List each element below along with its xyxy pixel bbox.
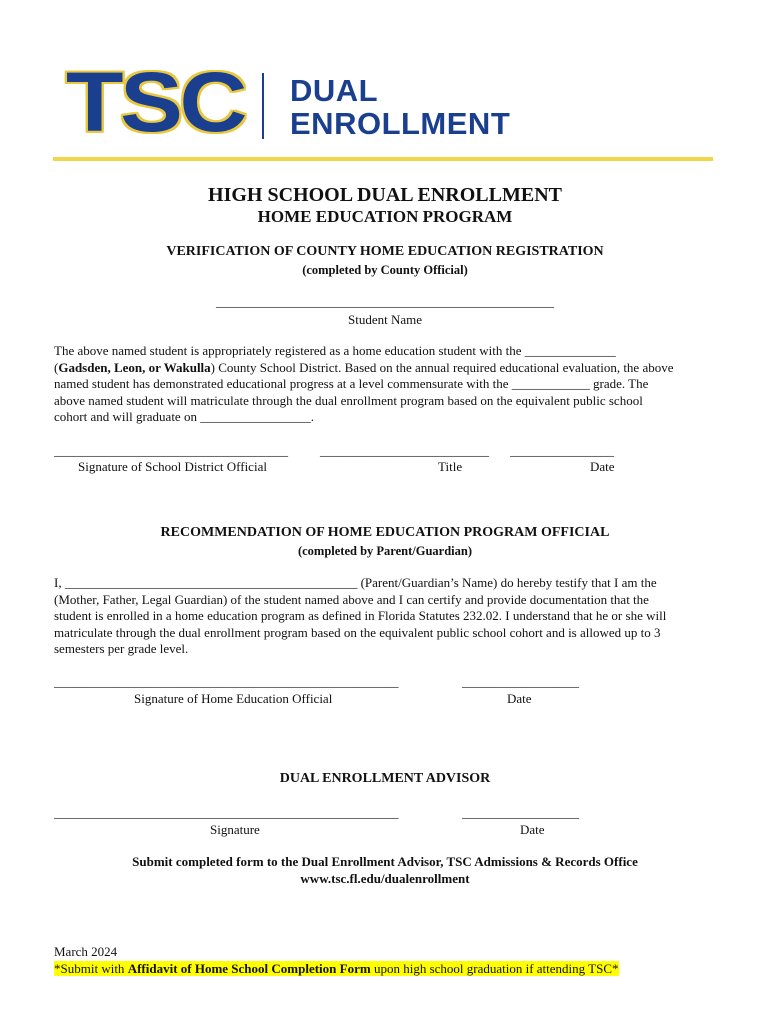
home-education-official-date-field[interactable]: __________________	[462, 674, 579, 689]
section2-para-line: student is enrolled in a home education program as defined in Florida Statutes 232.02. I understand that he or she will	[54, 608, 667, 623]
section1-para-line: The above named student is appropriately registered as a home education student with the ______________	[54, 343, 616, 358]
footer-note	[54, 960, 619, 977]
home-education-official-signature-field[interactable]: _____________________________________________________	[54, 674, 399, 689]
section1-paragraph	[54, 343, 720, 426]
logo-text-enrollment: ENROLLMENT	[290, 106, 511, 141]
section2-para-line: semesters per grade level.	[54, 641, 189, 656]
home-education-official-date-label: Date	[507, 691, 532, 706]
tsc-logo-mark: TSC	[66, 55, 245, 149]
page-title: HIGH SCHOOL DUAL ENROLLMENT	[208, 184, 562, 206]
section2-subheading: (completed by Parent/Guardian)	[297, 544, 473, 558]
section2-para-line: matriculate through the dual enrollment program based on the equivalent public school cohort and is allowed up to 3	[54, 624, 661, 640]
section2-para-line: I, _____________________________________________ (Parent/Guardian’s Name) do hereby testify that I am the	[54, 575, 657, 590]
district-official-date-field[interactable]: ________________	[510, 443, 614, 458]
district-official-date-label: Date	[590, 459, 615, 474]
header-gold-rule	[53, 157, 713, 161]
county-names: Gadsden, Leon, or Wakulla	[58, 359, 211, 375]
district-official-title-field[interactable]: __________________________	[320, 443, 489, 458]
district-official-signature-field[interactable]: ____________________________________	[54, 443, 288, 458]
footer-note-highlight: *Submit with Affidavit of Home School Completion Form upon high school graduation if attending TSC*	[54, 961, 619, 976]
section1-para-line: named student has demonstrated educational progress at a level commensurate with the ____________ grade. The	[54, 376, 649, 391]
section1-para-line: (Gadsden, Leon, or Wakulla) County School District. Based on the annual required educational evaluation, the above	[54, 359, 674, 375]
submit-instructions: Submit completed form to the Dual Enrollment Advisor, TSC Admissions & Records Office	[132, 854, 638, 869]
affidavit-form-name: Affidavit of Home School Completion Form	[127, 961, 371, 976]
section1-para-line: above named student will matriculate through the dual enrollment program based on the equivalent public school	[54, 392, 643, 408]
section3-heading: DUAL ENROLLMENT ADVISOR	[279, 771, 491, 786]
advisor-signature-field[interactable]: _____________________________________________________	[54, 805, 399, 820]
student-name-label: Student Name	[347, 312, 422, 327]
logo-divider	[262, 73, 264, 139]
section1-subheading: (completed by County Official)	[302, 263, 468, 277]
advisor-date-field[interactable]: __________________	[462, 805, 579, 820]
submit-url[interactable]: www.tsc.fl.edu/dualenrollment	[300, 871, 470, 886]
district-official-title-label: Title	[438, 459, 463, 474]
section1-para-line: cohort and will graduate on _________________.	[54, 409, 314, 424]
student-name-field[interactable]: ____________________________________________________	[216, 294, 554, 309]
logo-text-dual: DUAL	[290, 73, 379, 108]
district-official-signature-label: Signature of School District Official	[78, 459, 267, 474]
advisor-signature-label: Signature	[210, 822, 260, 837]
section2-para-line: (Mother, Father, Legal Guardian) of the student named above and I can certify and provide documentation that the	[54, 591, 649, 607]
home-education-official-signature-label: Signature of Home Education Official	[134, 691, 333, 706]
section2-heading: RECOMMENDATION OF HOME EDUCATION PROGRAM OFFICIAL	[160, 525, 610, 540]
section1-heading: VERIFICATION OF COUNTY HOME EDUCATION REGISTRATION	[166, 244, 604, 259]
form-date: March 2024	[54, 944, 118, 959]
section2-paragraph	[54, 575, 720, 658]
page-subtitle: HOME EDUCATION PROGRAM	[257, 207, 513, 226]
advisor-date-label: Date	[520, 822, 545, 837]
